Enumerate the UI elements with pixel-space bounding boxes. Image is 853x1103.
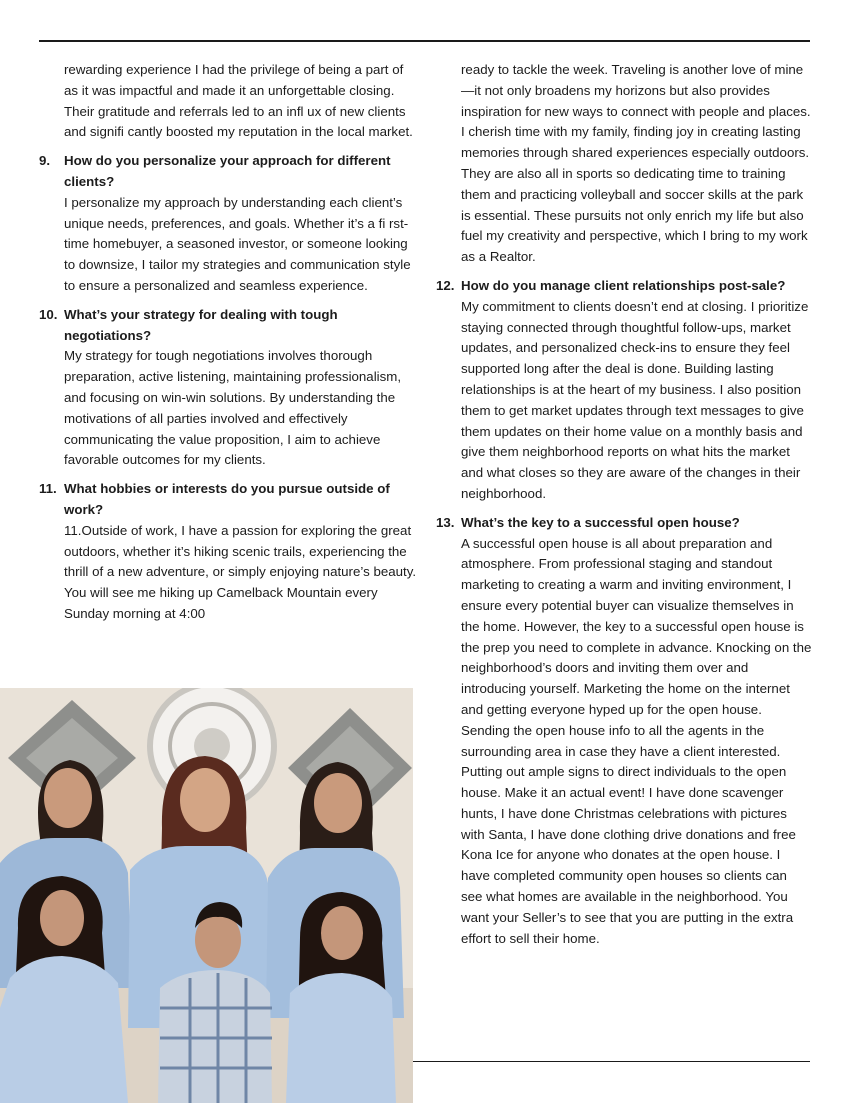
family-photo-illustration xyxy=(0,688,413,1103)
question-12 xyxy=(436,276,812,505)
question-heading: How do you manage client relationships post-sale? xyxy=(461,277,786,293)
question-13 xyxy=(436,513,812,950)
continuation-paragraph: ready to tackle the week. Traveling is another love of mine—it not only broadens my horizons but also provides inspiration for new ways to connect with people and places. I cherish time with my family, finding joy in creating lasting memories through shared experiences especially outdoors. They are also all in sports so dedicating time to training them and practicing volleyball and soccer skills at the park is essential. These pursuits not only enrich my life but also fuel my creativity and perspective, which I bring to my work as a Realtor. xyxy=(461,62,811,265)
question-number: 11. xyxy=(39,481,57,497)
question-9 xyxy=(39,151,417,297)
question-number: 12. xyxy=(436,277,455,293)
question-heading: What’s the key to a successful open house? xyxy=(461,514,740,530)
question-heading: How do you personalize your approach for different clients? xyxy=(64,153,391,189)
question-10 xyxy=(39,305,417,471)
top-rule xyxy=(39,40,810,42)
question-number: 10. xyxy=(39,306,58,322)
question-number: 13. xyxy=(436,514,455,530)
right-column xyxy=(436,60,812,949)
question-heading: What’s your strategy for dealing with tough negotiations? xyxy=(64,306,338,343)
question-11 xyxy=(39,479,417,625)
answer-text: 11.Outside of work, I have a passion for exploring the great outdoors, whether it’s hiking scenic trails, experiencing the thrill of a new adventure, or simply enjoying nature’s beauty. You will see me hiking up Camelback Mountain every Sunday morning at 4:00 xyxy=(64,522,417,621)
answer-text: I personalize my approach by understanding each client’s unique needs, preferences, and goals. Whether it’s a fi rst-time homebuyer, a seasoned investor, or someone looking to downsize, I tailor my strategies and communication style to ensure a personalized and seamless experience. xyxy=(64,194,411,293)
question-heading: What hobbies or interests do you pursue outside of work? xyxy=(64,481,390,517)
family-photo xyxy=(0,688,413,1103)
answer-text: My strategy for tough negotiations involves thorough preparation, active listening, maintaining professionalism, and focusing on win-win solutions. By understanding the motivations of all parties involved and effectively communicating the value proposition, I aim to achieve favorable outcomes for my clients. xyxy=(64,348,402,468)
bottom-rule xyxy=(413,1061,810,1062)
answer-text: My commitment to clients doesn’t end at closing. I prioritize staying connected through thoughtful follow-ups, market updates, and personalized check-ins to ensure they feel supported long after the deal is done. Building lasting relationships is at the heart of my business. I also position them to get market updates through text messages to give them updates on their home value on a monthly basis and give them neighborhood reports on what hits the market and what closes so they are aware of the changes in their neighborhood. xyxy=(461,298,809,501)
left-column xyxy=(39,60,417,625)
question-number: 9. xyxy=(39,153,51,169)
answer-text: A successful open house is all about preparation and atmosphere. From professional staging and standout marketing to creating a warm and inviting environment, I ensure every potential buyer can visualize themselves in the home. However, the key to a successful open house is the prep you need to complete in advance. Knocking on the neighborhood’s doors and inviting them over and introducing yourself. Marketing the home on the internet and getting everyone hyped up for the open house. Sending the open house info to all the agents in the surrounding area in case they have a client interested. Putting out ample signs to direct individuals to the open house. Make it an actual event! I have done scavenger hunts, I have done Christmas celebrations with pictures with Santa, I have done clothing drive donations and free Kona Ice for anyone who donates at the open house. I have completed community open houses so clients can see what homes are available in the neighborhood. You want your Seller’s to see that you are putting in the extra effort to sell their home. xyxy=(461,535,812,946)
intro-paragraph: rewarding experience I had the privilege of being a part of as it was impactful and made it an unforgettable closing. Their gratitude and referrals led to an infl ux of new clients and signifi cantly boosted my reputation in the local market. xyxy=(64,62,413,140)
